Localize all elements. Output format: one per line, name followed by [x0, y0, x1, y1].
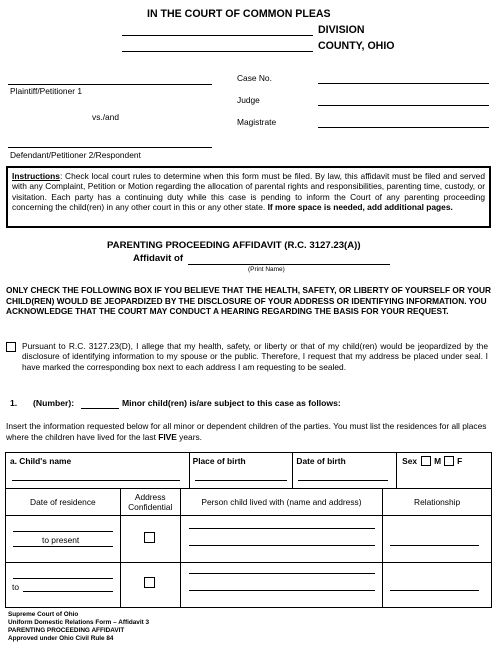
seal-request-checkbox[interactable]	[6, 342, 16, 352]
footer-line-2: Uniform Domestic Relations Form – Affidavit 3	[8, 619, 150, 626]
residence-confidential-cell	[120, 516, 180, 563]
seal-request-text: Pursuant to R.C. 3127.23(D), I allege that my health, safety, or liberty or that of my child(ren) would be jeopardized by the disclosure of identifying information to my spouse or the public. Therefore, I request that my address be placed under seal. I have marked the corresponding box next to each address I am requesting to be sealed.	[22, 341, 488, 372]
relationship-line[interactable]	[390, 545, 479, 546]
date-of-birth-label: Date of birth	[296, 456, 346, 466]
division-line[interactable]	[122, 35, 313, 36]
child-count-line[interactable]	[81, 408, 119, 409]
child-name-cell	[6, 453, 190, 489]
residence-to-line[interactable]	[23, 591, 113, 592]
instructions-emphasis: If more space is needed, add additional pages.	[267, 201, 453, 212]
defendant-label: Defendant/Petitioner 2/Respondent	[10, 150, 141, 160]
item-1-text: Minor child(ren) is/are subject to this case as follows:	[122, 398, 341, 408]
lived-with-line-2[interactable]	[189, 590, 375, 591]
residence-row	[6, 516, 492, 563]
child-name-label: a. Child's name	[10, 456, 72, 466]
place-of-birth-label: Place of birth	[192, 456, 246, 466]
footer-line-3: PARENTING PROCEEDING AFFIDAVIT	[8, 627, 125, 634]
defendant-line[interactable]	[8, 147, 212, 148]
residence-relationship-cell	[383, 516, 492, 563]
place-of-birth-line[interactable]	[195, 480, 287, 481]
residence-relationship-cell	[383, 563, 492, 608]
affidavit-of-label: Affidavit of	[133, 253, 184, 264]
residence-from-line[interactable]	[13, 531, 113, 532]
address-confidential-header: Address Confidential	[120, 489, 180, 516]
item-1-label: (Number):	[33, 398, 75, 408]
court-title: IN THE COURT OF COMMON PLEAS	[147, 8, 331, 20]
child-info-table	[5, 452, 492, 489]
residence-row	[6, 563, 492, 608]
division-label: DIVISION	[318, 24, 365, 36]
plaintiff-label: Plaintiff/Petitioner 1	[10, 86, 83, 96]
footer-line-1: Supreme Court of Ohio	[8, 611, 79, 618]
insert-text-emphasis: FIVE	[158, 431, 177, 442]
instructions-label: Instructions	[12, 171, 60, 181]
to-present-label: to present	[42, 535, 80, 545]
relationship-header: Relationship	[383, 489, 492, 516]
judge-label: Judge	[237, 95, 260, 105]
confidentiality-warning: ONLY CHECK THE FOLLOWING BOX IF YOU BELIEVE THAT THE HEALTH, SAFETY, OR LIBERTY OF YOURSELF OR YOUR CHILD(REN) WOULD BE JEOPARDIZED BY THE DISCLOSURE OF YOUR ADDRESS OR IDENTIFYING INFORMATION. YOU ACKNOWLEDGE THAT THE COURT MAY CONDUCT A HEARING REGARDING THE BASIS FOR YOUR REQUEST.	[6, 285, 491, 317]
lived-with-line-1[interactable]	[189, 528, 375, 529]
date-of-birth-cell	[293, 453, 397, 489]
case-no-label: Case No.	[237, 73, 272, 83]
address-confidential-checkbox[interactable]	[144, 577, 155, 588]
insert-instructions	[6, 421, 494, 442]
lived-with-line-1[interactable]	[189, 573, 375, 574]
residence-lived-with-cell	[180, 516, 382, 563]
to-present-line[interactable]	[13, 546, 113, 547]
child-name-line[interactable]	[12, 480, 180, 481]
date-of-residence-header: Date of residence	[6, 489, 121, 516]
sex-male-checkbox[interactable]	[421, 456, 431, 466]
date-of-birth-line[interactable]	[298, 480, 388, 481]
insert-text-pre: Insert the information requested below for all minor or dependent children of the parties. You must list the residences for all places where the children have lived for the last	[6, 421, 487, 442]
sex-female-checkbox[interactable]	[444, 456, 454, 466]
magistrate-line[interactable]	[318, 127, 489, 128]
instructions-text: : Check local court rules to determine when this form must be filed. By law, this affidavit must be filed and served with any Complaint, Petition or Motion regarding the allocation of parental rights and responsibilities, parenting time, custody, or visitation. Each party has a continuing duty while this case is pending to inform the Court of any parenting proceeding concerning the child(ren) in any other court in this or any other state.	[12, 171, 485, 212]
form-footer	[8, 611, 149, 643]
county-label: COUNTY, OHIO	[318, 40, 395, 52]
print-name-caption: (Print Name)	[248, 266, 285, 273]
residence-date-cell	[6, 563, 121, 608]
sex-male-label: M	[434, 456, 442, 466]
case-no-line[interactable]	[318, 83, 489, 84]
residence-table	[5, 488, 492, 608]
residence-date-cell	[6, 516, 121, 563]
place-of-birth-cell	[189, 453, 293, 489]
insert-text-post: years.	[176, 431, 202, 442]
to-label: to	[12, 582, 19, 592]
footer-line-4: Approved under Ohio Civil Rule 84	[8, 635, 114, 642]
plaintiff-line[interactable]	[8, 84, 212, 85]
lived-with-header: Person child lived with (name and address)	[180, 489, 382, 516]
lived-with-line-2[interactable]	[189, 545, 375, 546]
residence-from-line[interactable]	[13, 578, 113, 579]
magistrate-label: Magistrate	[237, 117, 277, 127]
instructions-box	[6, 166, 491, 228]
judge-line[interactable]	[318, 105, 489, 106]
item-1-number: 1.	[10, 398, 18, 408]
vs-label: vs./and	[92, 112, 120, 122]
sex-cell	[397, 453, 492, 489]
relationship-line[interactable]	[390, 590, 479, 591]
residence-confidential-cell	[120, 563, 180, 608]
sex-female-label: F	[457, 456, 463, 466]
sex-label: Sex	[402, 456, 418, 466]
affidavit-title: PARENTING PROCEEDING AFFIDAVIT (R.C. 3127.23(A))	[107, 240, 361, 251]
county-line[interactable]	[122, 51, 313, 52]
residence-lived-with-cell	[180, 563, 382, 608]
affiant-name-line[interactable]	[188, 264, 390, 265]
address-confidential-checkbox[interactable]	[144, 532, 155, 543]
